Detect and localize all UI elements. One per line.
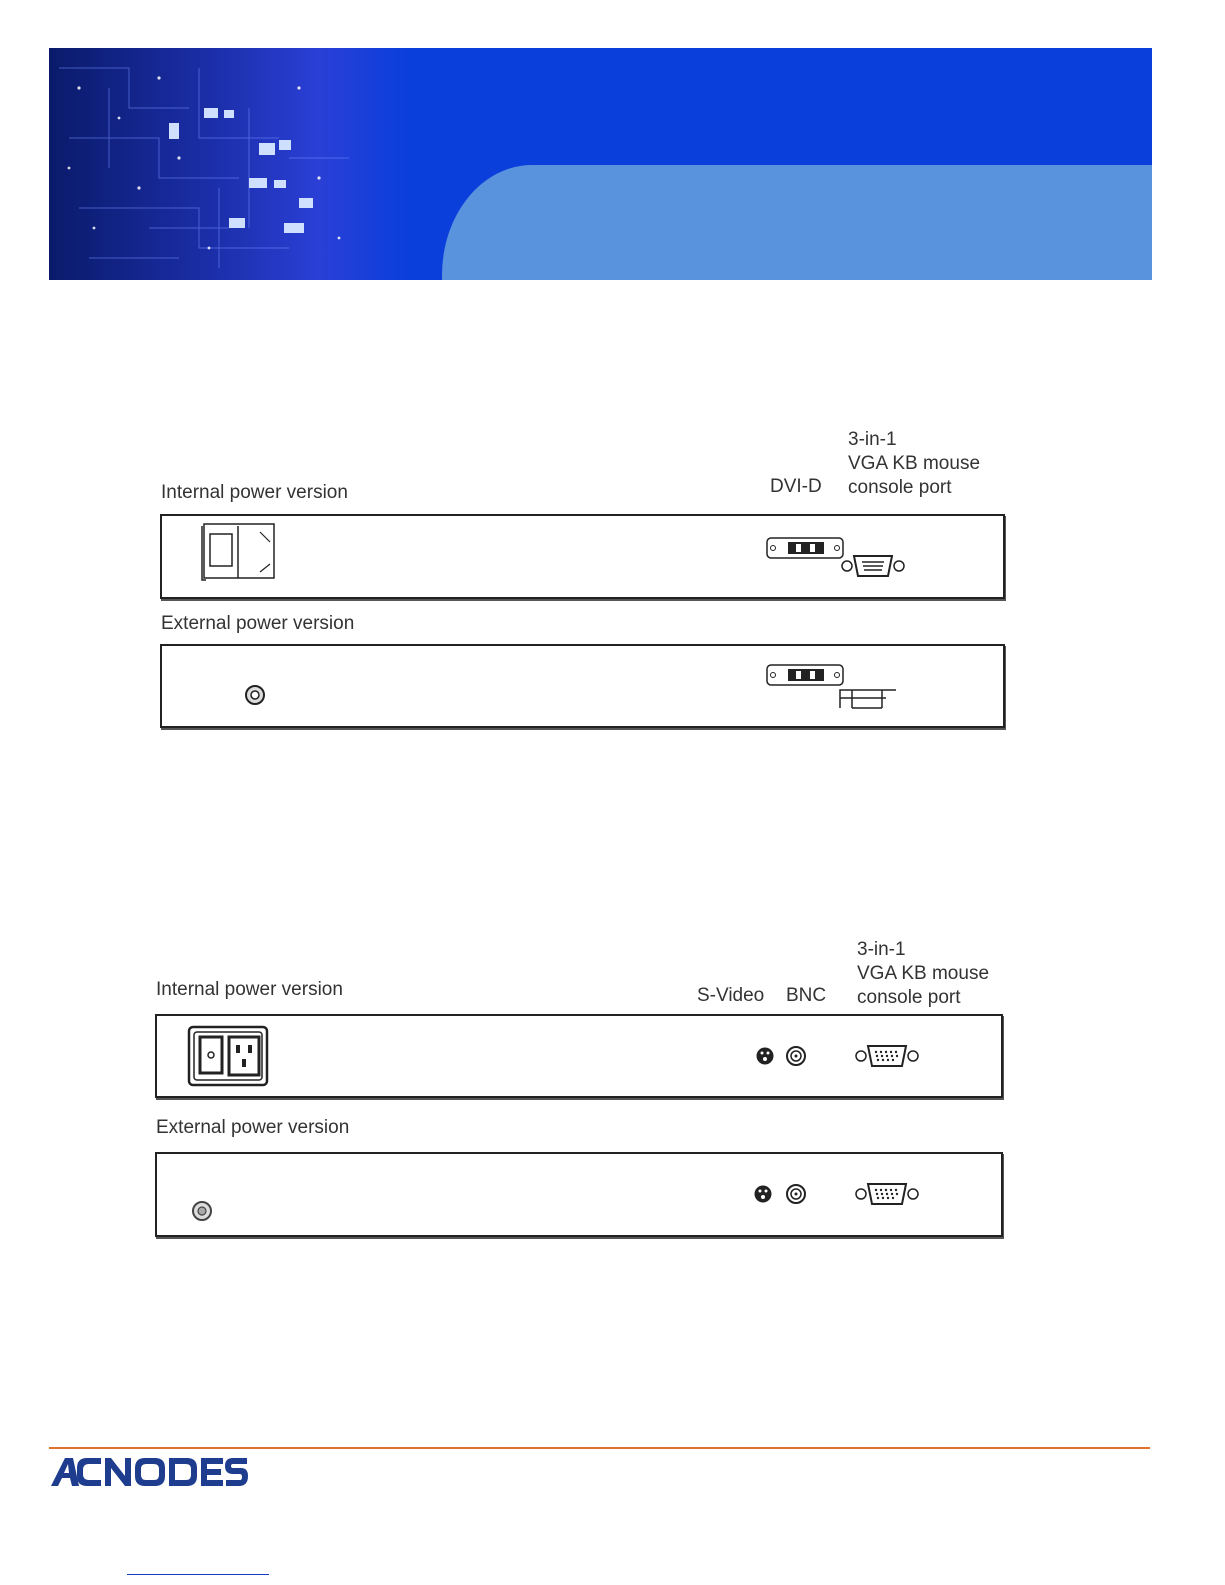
console-port-label: 3-in-1 VGA KB mouse console port [857,939,990,1008]
svideo-port-icon [753,1184,773,1204]
console-port-label: 3-in-1 VGA KB mouse console port [848,429,981,498]
header-banner [49,48,1152,280]
external-power-label: External power version [156,1117,350,1138]
power-inlet-icon [198,522,280,584]
internal-power-label: Internal power version [161,482,348,503]
circuit-board-image [49,48,409,280]
rear-panel-external-video [155,1152,1003,1237]
rear-panel-external-dvi [160,644,1005,728]
vga-port-icon [854,1042,920,1070]
dvi-d-label: DVI-D [770,476,822,497]
bnc-label: BNC [786,985,827,1006]
svideo-port-icon [755,1046,775,1066]
dvi-port-icon [766,536,844,560]
dc-jack-icon [244,684,266,706]
footer-link-underline[interactable] [127,1574,269,1575]
s-video-label: S-Video [697,985,765,1006]
vga-port-icon [840,552,906,580]
external-power-label: External power version [161,613,355,634]
dc-jack-icon [191,1200,213,1222]
footer-rule [49,1447,1150,1449]
vga-port-icon [838,684,900,710]
rear-panel-internal-dvi [160,514,1005,599]
power-inlet-icon [187,1025,269,1087]
banner-curved-panel [442,165,1152,280]
vga-port-icon [854,1180,920,1208]
acnodes-logo [49,1454,249,1488]
rear-panel-internal-video [155,1014,1003,1098]
bnc-port-icon [785,1183,807,1205]
bnc-port-icon [785,1045,807,1067]
internal-power-label: Internal power version [156,979,343,1000]
dvi-port-icon [766,663,844,687]
